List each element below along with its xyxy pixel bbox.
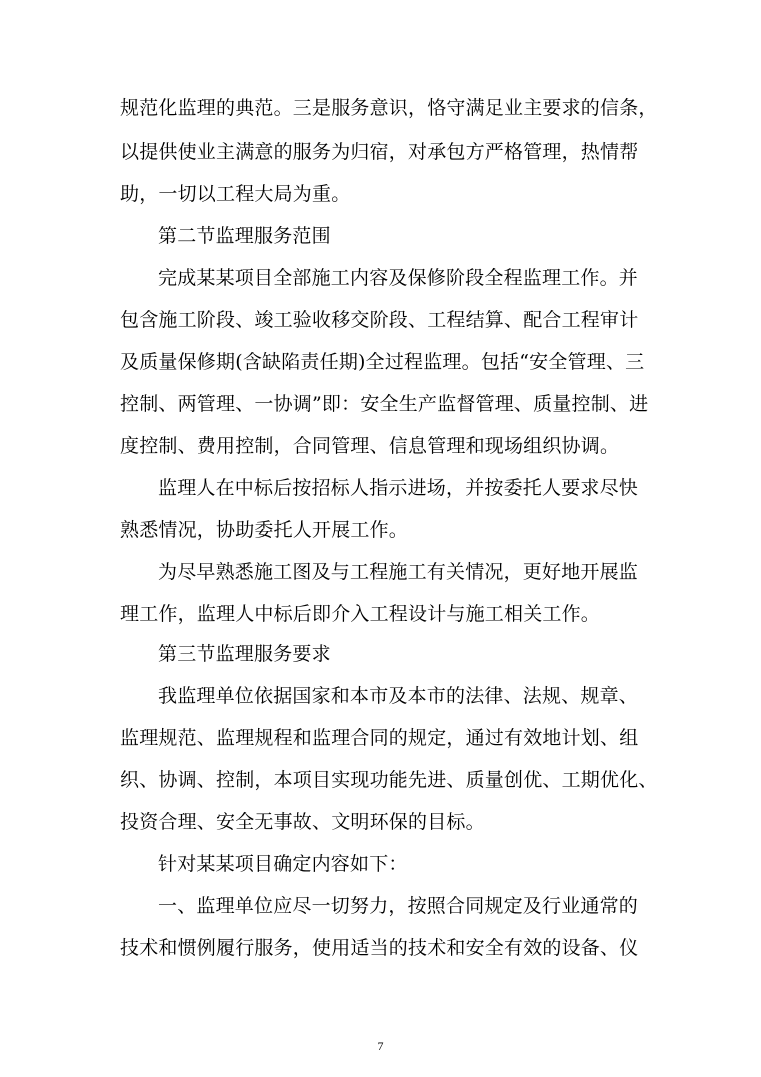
text-line: 技术和惯例履行服务，使用适当的技术和安全有效的设备、仪: [120, 937, 639, 959]
text-line: 及质量保修期(含缺陷责任期)全过程监理。包括“安全管理、三: [120, 351, 645, 373]
section-heading: 第二节监理服务范围: [158, 225, 331, 247]
text-line: 控制、两管理、一协调”即：安全生产监督管理、质量控制、进: [120, 393, 649, 415]
section-heading: 第三节监理服务要求: [158, 643, 331, 665]
text-line: 规范化监理的典范。三是服务意识，恪守满足业主要求的信条，: [120, 97, 658, 119]
text-line: 完成某某项目全部施工内容及保修阶段全程监理工作。并: [158, 267, 639, 289]
text-line: 理工作，监理人中标后即介入工程设计与施工相关工作。: [120, 603, 601, 625]
text-line: 熟悉情况，协助委托人开展工作。: [120, 519, 409, 541]
text-line: 包含施工阶段、竣工验收移交阶段、工程结算、配合工程审计: [120, 309, 639, 331]
text-line: 投资合理、安全无事故、文明环保的目标。: [120, 811, 485, 833]
text-line: 监理规范、监理规程和监理合同的规定，通过有效地计划、组: [120, 727, 639, 749]
text-line: 我监理单位依据国家和本市及本市的法律、法规、规章、: [158, 685, 639, 707]
text-line: 以提供使业主满意的服务为归宿，对承包方严格管理，热情帮: [120, 141, 639, 163]
text-line: 助，一切以工程大局为重。: [120, 183, 351, 205]
text-line: 监理人在中标后按招标人指示进场，并按委托人要求尽快: [158, 477, 639, 499]
text-line: 为尽早熟悉施工图及与工程施工有关情况，更好地开展监: [158, 561, 639, 583]
text-line: 针对某某项目确定内容如下：: [158, 853, 408, 875]
page-number: 7: [377, 1039, 384, 1053]
text-line: 度控制、费用控制，合同管理、信息管理和现场组织协调。: [120, 435, 620, 457]
text-line: 织、协调、控制，本项目实现功能先进、质量创优、工期优化、: [120, 769, 658, 791]
text-line: 一、监理单位应尽一切努力，按照合同规定及行业通常的: [158, 895, 639, 917]
